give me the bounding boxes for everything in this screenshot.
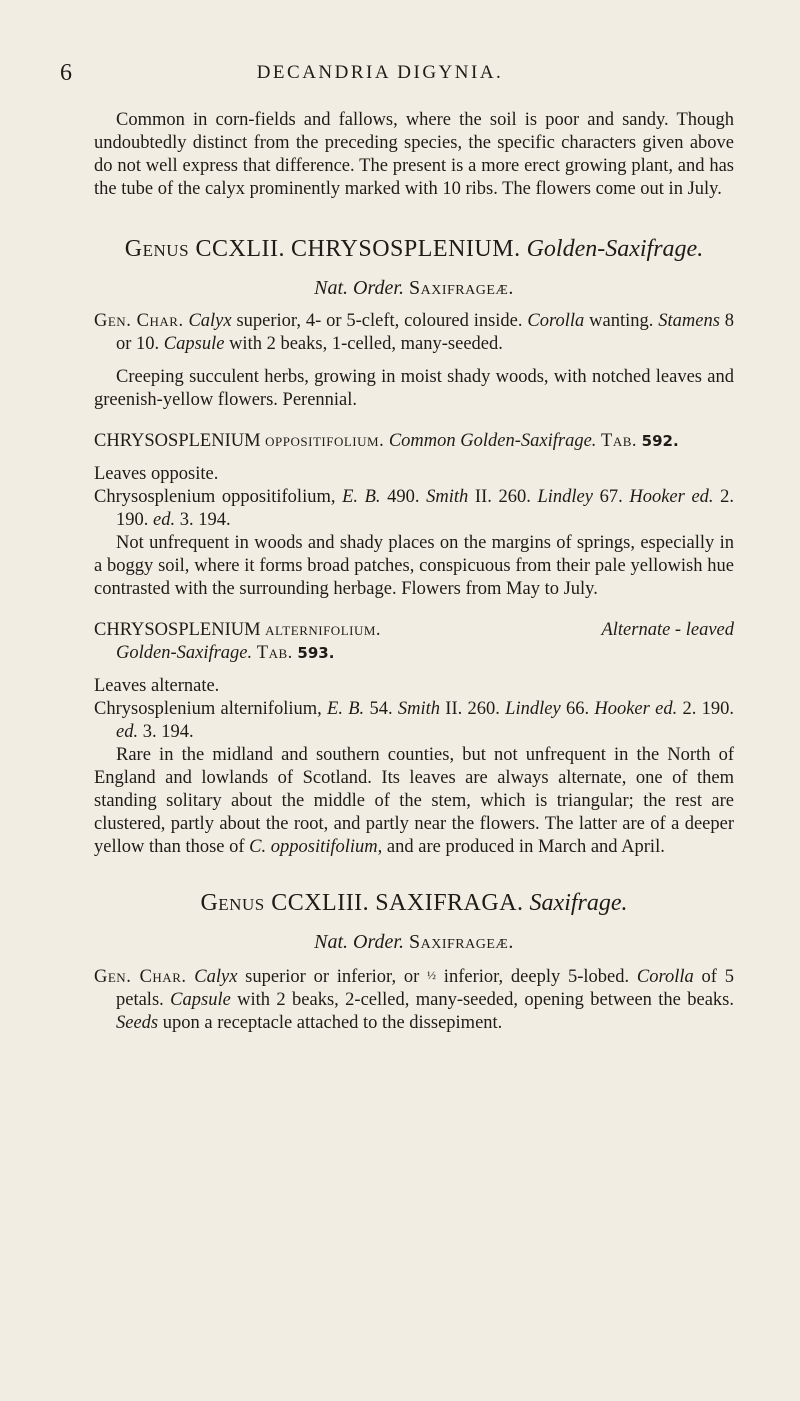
genus-common-name: Golden-Saxifrage.: [526, 236, 704, 262]
ref-eb-page: 54.: [364, 699, 398, 719]
running-head: DECANDRIA DIGYNIA.: [256, 62, 504, 83]
page-number: 6: [60, 60, 72, 86]
corolla-text: wanting.: [584, 311, 659, 331]
ref-smith: Smith: [426, 487, 469, 507]
page-header: [60, 60, 700, 90]
gen-char-label: Gen. Char.: [94, 311, 184, 331]
nat-order-value: Saxifrageæ.: [408, 277, 514, 299]
ref-lindley-page: 67.: [592, 487, 630, 507]
capsule-text: with 2 beaks, 2-celled, many-seeded, opening between the beaks.: [230, 990, 735, 1010]
species-references: [94, 698, 734, 744]
capsule-label: Capsule: [170, 990, 231, 1010]
calyx-label: Calyx: [194, 967, 238, 987]
ref-smith-page: II. 260.: [468, 487, 538, 507]
ref-ed-page: 3. 194.: [175, 510, 231, 530]
genus-heading: [94, 889, 734, 917]
calyx-text: superior or inferior, or: [237, 967, 428, 987]
calyx-label: Calyx: [188, 311, 232, 331]
ref-name: Chrysosplenium oppositifolium,: [94, 487, 343, 507]
species-leaves: Leaves alternate.: [94, 676, 220, 696]
ref-hooker-page: 2. 190.: [677, 699, 735, 719]
habitat-text: Rare in the midland and southern counties, but not unfrequent in the North of England and lowlands of Scotland. Its leaves are always alternate, one of them standing solitary about the middle of the stem, which is triangular; the rest are clustered, partly about the root, and partly near the flowers. The latter are of a deeper yellow than those of: [94, 745, 734, 857]
nat-order-label: Nat. Order.: [314, 277, 404, 299]
tab-label: Tab.: [601, 431, 638, 451]
capsule-text: with 2 beaks, 1-celled, many-seeded.: [224, 334, 503, 354]
nat-order-value: Saxifrageæ.: [408, 931, 514, 953]
genus-common-name: Saxifrage.: [529, 890, 628, 916]
fraction: ½: [427, 968, 437, 982]
ref-smith-page: II. 260.: [440, 699, 506, 719]
genus-description: Creeping succulent herbs, growing in moist shady woods, with notched leaves and greenish-yellow flowers. Perennial.: [94, 367, 734, 410]
species-genus: CHRYSOSPLENIUM: [94, 620, 261, 640]
tab-number: 592.: [641, 432, 679, 450]
species-common-name: Common Golden-Saxifrage.: [388, 431, 597, 451]
habitat-text-end: , and are produced in March and April.: [377, 837, 665, 857]
species-epithet: oppositifolium.: [265, 431, 385, 451]
gen-char-label: Gen. Char.: [94, 967, 187, 987]
species-common-name-cont: Golden-Saxifrage.: [116, 643, 253, 663]
genus-label: Genus CCXLII.: [124, 236, 286, 262]
tab-number: 593.: [297, 644, 335, 662]
species-heading: [94, 430, 734, 453]
ref-hooker-page: 2. 190.: [116, 487, 735, 530]
corolla-label: Corolla: [636, 967, 694, 987]
generic-character: [94, 964, 734, 1035]
corolla-text: of 5 petals.: [116, 967, 734, 1010]
stamens-label: Stamens: [658, 311, 720, 331]
ref-eb: E. B.: [342, 487, 381, 507]
ref-hooker: Hooker ed.: [594, 699, 678, 719]
ref-smith: Smith: [397, 699, 441, 719]
natural-order: [94, 931, 734, 954]
genus-heading: [94, 235, 734, 263]
species-heading: [94, 619, 734, 665]
ref-lindley-page: 66.: [560, 699, 595, 719]
species-habitat: Not unfrequent in woods and shady places on the margins of springs, especially in a boggy soil, where it forms broad patches, conspicuous from their pale yellowish hue contrasted with the surrounding herbage. Flowers from May to July.: [94, 533, 734, 599]
ref-ed-page: 3. 194.: [138, 722, 194, 742]
ref-hooker: Hooker ed.: [629, 487, 714, 507]
genus-label: Genus CCXLIII.: [200, 890, 370, 916]
nat-order-label: Nat. Order.: [314, 931, 404, 953]
ref-name: Chrysosplenium alternifolium,: [94, 699, 328, 719]
calyx-text-cont: inferior, deeply 5-lobed.: [436, 967, 637, 987]
seeds-text: upon a receptacle attached to the dissepiment.: [158, 1013, 503, 1033]
species-leaves: Leaves opposite.: [94, 464, 219, 484]
capsule-label: Capsule: [163, 334, 225, 354]
seeds-label: Seeds: [116, 1013, 159, 1033]
stamens-text: 8 or 10.: [116, 311, 735, 354]
natural-order: [94, 277, 734, 300]
species-habitat: [94, 744, 734, 859]
species-references: [94, 486, 734, 532]
genus-name: CHRYSOSPLENIUM.: [291, 236, 521, 262]
body-text: [94, 109, 734, 1035]
calyx-text: superior, 4- or 5-cleft, coloured inside.: [231, 311, 528, 331]
habitat-species-ref: C. oppositifolium: [249, 837, 378, 857]
species-genus: CHRYSOSPLENIUM: [94, 431, 261, 451]
ref-ed: ed.: [116, 722, 139, 742]
ref-lindley: Lindley: [505, 699, 561, 719]
species-epithet: alternifolium.: [265, 620, 382, 640]
species-common-name: Alternate - leaved: [601, 620, 734, 640]
genus-name: SAXIFRAGA.: [375, 890, 524, 916]
ref-eb: E. B.: [327, 699, 365, 719]
ref-lindley: Lindley: [537, 487, 593, 507]
tab-label: Tab.: [256, 643, 293, 663]
ref-ed: ed.: [153, 510, 176, 530]
ref-eb-page: 490.: [380, 487, 427, 507]
generic-character: [94, 310, 734, 356]
intro-paragraph: Common in corn-fields and fallows, where the soil is poor and sandy. Though undoubtedly distinct from the preceding species, the specific characters given above do not well express that difference. The present is a more erect growing plant, and has the tube of the calyx prominently marked with 10 ribs. The flowers come out in July.: [94, 110, 734, 199]
corolla-label: Corolla: [527, 311, 585, 331]
